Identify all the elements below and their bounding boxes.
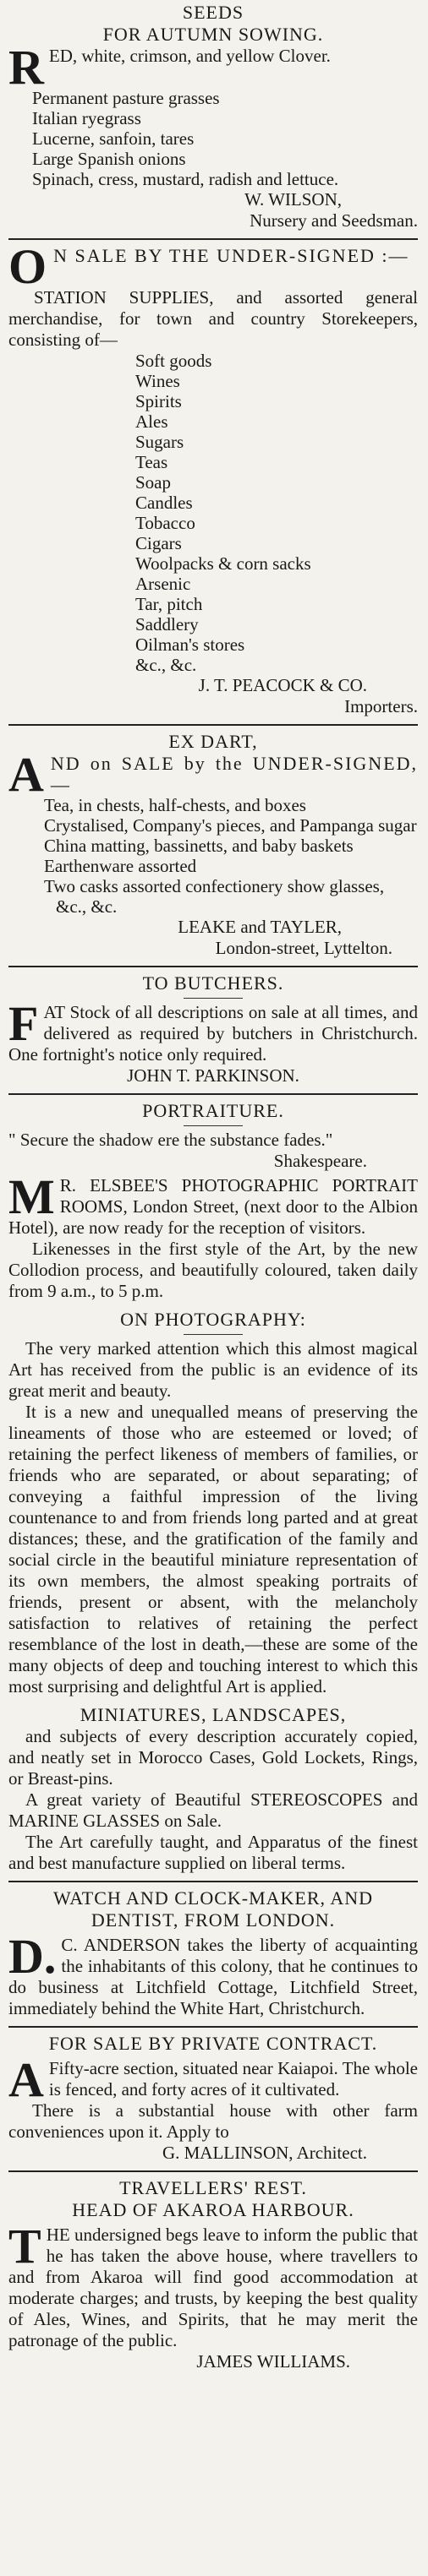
seeds-item: Spinach, cress, mustard, radish and lettuce. [32,169,339,189]
travellers-title: TRAVELLERS' REST. [119,2177,307,2198]
leake-signer-title: London-street, Lyttelton. [215,938,392,958]
mallinson-advertisement [8,2033,418,2164]
leake-item: Earthenware assorted [44,856,197,876]
portraiture-quote: " Secure the shadow ere the substance fades." [8,1130,333,1150]
leake-dropcap: A [8,747,46,802]
divider [8,2026,418,2028]
anderson-body [8,1929,418,2019]
seeds-signer-title: Nursery and Seedsman. [250,210,418,231]
divider [8,238,418,240]
portraiture-title: PORTRAITURE. [142,1100,284,1121]
miniatures-body: and subjects of every description accurately copied, and neatly set in Morocco Cases, Gold Lockets, Rings, or Breast-pins. [8,1726,418,1789]
mallinson-dropcap: A [8,2052,44,2107]
leake-item: Crystalised, Company's pieces, and Pampanga sugar [44,815,417,836]
short-divider [184,1125,243,1126]
anderson-dropcap: D. [8,1929,57,1984]
seeds-item: Large Spanish onions [32,149,186,169]
seeds-item: Italian ryegrass [32,108,141,128]
butchers-body-text: AT Stock of all descriptions on sale at all times, and delivered as required by butchers in Christchurch. One fortnight's notice only required. [8,1002,418,1065]
butchers-signer: JOHN T. PARKINSON. [127,1065,299,1086]
peacock-dropcap: O [8,239,49,294]
peacock-item: Oilman's stores [135,634,245,655]
short-divider [184,998,243,999]
anderson-advertisement [8,1887,418,2019]
peacock-item: Wines [135,371,180,391]
peacock-item: &c., &c. [135,655,197,675]
peacock-item: Saddlery [135,614,199,634]
peacock-intro: STATION SUPPLIES, and assorted general merchandise, for town and country Storekeepers, consisting of— [8,287,418,350]
seeds-item: Permanent pasture grasses [32,88,220,108]
leake-item: Two casks assorted confectionery show glasses, &c., &c. [44,876,385,917]
leake-header [8,747,418,802]
seeds-intro-text: ED, white, crimson, and yellow Clover. [48,46,331,66]
travellers-dropcap: T [8,2219,41,2274]
travellers-body [8,2219,418,2351]
peacock-item: Spirits [135,391,182,411]
seeds-subtitle: FOR AUTUMN SOWING. [102,24,324,45]
peacock-item: Arsenic [135,574,191,594]
butchers-dropcap: F [8,996,39,1051]
butchers-advertisement [8,972,418,1086]
portraiture-intro [8,1169,418,1239]
divider [8,1093,418,1095]
peacock-item: Cigars [135,533,182,553]
peacock-item: Tar, pitch [135,594,203,614]
seeds-signer: W. WILSON, [244,189,342,210]
butchers-body [8,996,418,1065]
butchers-title: TO BUTCHERS. [142,972,284,994]
short-divider [184,1334,243,1335]
seeds-item: Lucerne, sanfoin, tares [32,128,195,149]
peacock-header-text: N SALE BY THE UNDER-SIGNED :— [53,245,409,266]
peacock-item: Woolpacks & corn sacks [135,553,311,574]
leake-item: China matting, bassinetts, and baby baskets [44,836,354,856]
travellers-signer: JAMES WILLIAMS. [196,2351,350,2372]
peacock-signer-title: Importers. [344,696,418,716]
portraiture-dropcap: M [8,1169,55,1224]
divider [8,1881,418,1882]
seeds-intro [8,40,418,95]
leake-signer: LEAKE and TAYLER, [178,917,342,937]
stereoscopes-body: A great variety of Beautiful STEREOSCOPES and MARINE GLASSES on Sale. [8,1789,418,1831]
seeds-dropcap: R [8,40,44,95]
divider [8,966,418,967]
mallinson-body-2: There is a substantial house with other farm conveniences upon it. Apply to [8,2100,418,2142]
peacock-item: Ales [135,411,168,432]
peacock-item: Candles [135,493,193,513]
mallinson-signer: G. MALLINSON, Architect. [162,2143,367,2163]
portraiture-advertisement [8,1100,418,1874]
travellers-advertisement [8,2177,418,2372]
peacock-advertisement [8,239,418,717]
on-photography-body-2: It is a new and unequalled means of preserving the lineaments of those who are esteemed or loved; of retaining the perfect likeness of members of families, or friends who are separated, or about separating; of conveying a faithful impression of the living countenance to and from friends long parted and at great distances; these, and the gratification of the family and social circle in the beautiful miniature representation of its own members, the almost speaking portraits of friends, present or absent, with the melancholy satisfaction to relatives of retaining the perfect resemblance of the lost in death,—these are some of the many objects of deep and touching interest to which this most surprising and delightful Art is applied. [8,1402,418,1696]
travellers-subtitle: HEAD OF AKAROA HARBOUR. [72,2199,354,2220]
travellers-body-text: HE undersigned begs leave to inform the public that he has taken the above house, where travellers to and from Akaroa will find good accommodation at moderate charges; and trusts, by keeping the best quality of Ales, Wines, and Spirits, that he may merit the patronage of the public. [8,2225,418,2350]
portraiture-quote-author: Shakespeare. [273,1151,367,1171]
peacock-header [8,239,418,294]
portraiture-intro-text: R. ELSBEE'S PHOTOGRAPHIC PORTRAIT ROOMS, London Street, (next door to the Albion Hotel), are now ready for the reception of visitors. [8,1175,418,1238]
mallinson-title: FOR SALE BY PRIVATE CONTRACT. [48,2033,378,2054]
peacock-item: Soap [135,472,171,493]
leake-header-text: ND on SALE by the UNDER-SIGNED,— [50,753,418,795]
peacock-item: Soft goods [135,351,212,371]
on-photography-title: ON PHOTOGRAPHY: [120,1309,306,1330]
apparatus-body: The Art carefully taught, and Apparatus of the finest and best manufacture supplied on liberal terms. [8,1832,418,1873]
peacock-item: Tobacco [135,513,195,533]
leake-advertisement [8,731,418,959]
peacock-signer: J. T. PEACOCK & CO. [198,675,367,695]
mallinson-body [8,2052,418,2107]
peacock-item: Teas [135,452,168,472]
anderson-body-text: C. ANDERSON takes the liberty of acquainting the inhabitants of this colony, that he continues to do business at Litchfield Cottage, Litchfield Street, immediately behind the White Hart, Christchurch. [8,1935,418,2018]
anderson-title: WATCH AND CLOCK-MAKER, AND DENTIST, FROM LONDON. [52,1887,373,1931]
seeds-title: SEEDS [182,2,244,23]
miniatures-title: MINIATURES, LANDSCAPES, [80,1704,347,1725]
on-photography-body: The very marked attention which this almost magical Art has received from the public is an evidence of its great merit and beauty. [8,1338,418,1401]
divider [8,724,418,726]
peacock-item: Sugars [135,432,184,452]
divider [8,2170,418,2172]
seeds-advertisement [8,0,418,231]
leake-title: EX DART, [168,731,258,752]
portraiture-likeness: Likenesses in the first style of the Art, by the new Collodion process, and beautifully coloured, taken daily from 9 a.m., to 5 p.m. [8,1239,418,1301]
mallinson-body-text: Fifty-acre section, situated near Kaiapoi. The whole is fenced, and forty acres of it cultivated. [48,2058,418,2099]
leake-item: Tea, in chests, half-chests, and boxes [44,795,306,815]
